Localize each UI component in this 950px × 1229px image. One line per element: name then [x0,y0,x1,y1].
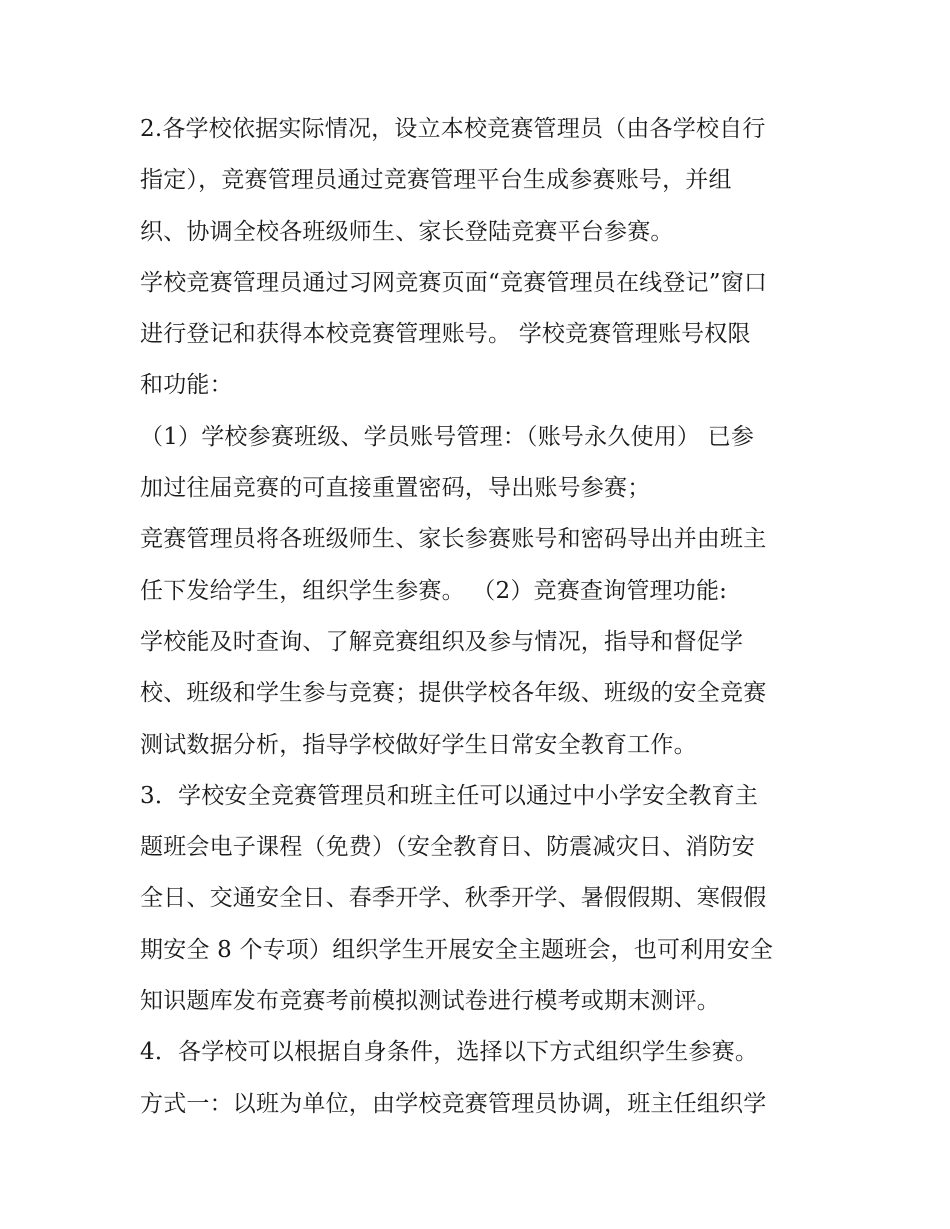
text-line: 2.各学校依据实际情况，设立本校竞赛管理员（由各学校自行 [140,116,766,142]
text-line: （1）学校参赛班级、学员账号管理：（账号永久使用） 已参 [140,423,755,450]
text-line: 校、班级和学生参与竞赛；提供学校各年级、班级的安全竞赛 [140,680,767,707]
document-body [140,104,830,1130]
text-line: 测试数据分析，指导学校做好学生日常安全教育工作。 [140,731,697,758]
text-line: 题班会电子课程（免费）（安全教育日、防震减灾日、消防安 [140,834,755,861]
text-line: 3．学校安全竞赛管理员和班主任可以通过中小学安全教育主 [140,782,759,809]
text-line: 期安全 8 个专项）组织学生开展安全主题班会，也可利用安全 [140,936,774,963]
text-line: 织、协调全校各班级师生、家长登陆竞赛平台参赛。 [140,218,674,245]
text-line: 4．各学校可以根据自身条件，选择以下方式组织学生参赛。 [140,1039,759,1066]
text-line: 和功能： [140,372,233,399]
text-line: 指定），竞赛管理员通过竞赛管理平台生成参赛账号，并组 [140,167,732,194]
text-line: 进行登记和获得本校竞赛管理账号。 学校竞赛管理账号权限 [140,321,751,348]
text-line: 竞赛管理员将各班级师生、家长参赛账号和密码导出并由班主 [140,526,767,553]
text-line: 学校能及时查询、了解竞赛组织及参与情况，指导和督促学 [140,628,744,655]
text-line: 任下发给学生，组织学生参赛。 （2）竞赛查询管理功能: [140,577,728,604]
text-line: 知识题库发布竞赛考前模拟测试卷进行模考或期末测评。 [140,988,720,1015]
text-line: 方式一：以班为单位，由学校竞赛管理员协调，班主任组织学 [140,1090,767,1117]
text-line: 学校竞赛管理员通过习网竞赛页面“竞赛管理员在线登记”窗口 [140,269,768,296]
text-line: 全日、交通安全日、春季开学、秋季开学、暑假假期、寒假假 [140,885,767,912]
text-line: 加过往届竞赛的可直接重置密码，导出账号参赛； [140,475,651,502]
